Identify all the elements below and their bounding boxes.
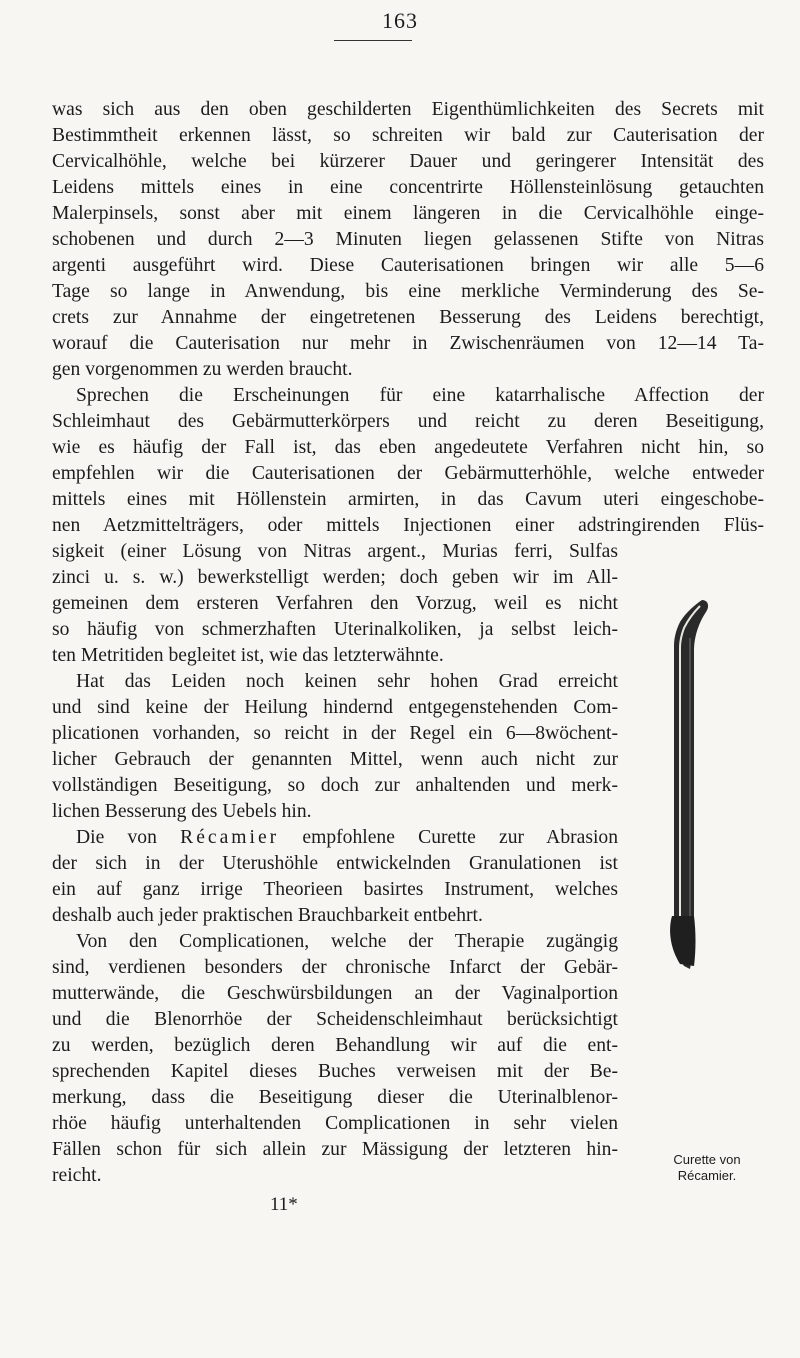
- figure-caption-line1: Curette von: [673, 1152, 741, 1167]
- text-line: wie es häufig der Fall ist, das eben angedeutete Verfahren nicht hin, so: [52, 437, 764, 458]
- figure-caption-line2: Récamier.: [677, 1168, 737, 1183]
- text-line: rhöe häufig unterhaltenden Complicationen in sehr vielen: [52, 1113, 618, 1134]
- text-line: Fällen schon für sich allein zur Mässigung der letzteren hin-: [52, 1139, 618, 1160]
- text-line: [76, 825, 618, 851]
- text-run: empfohlene Curette zur Abrasion: [279, 827, 618, 848]
- text-line: mittels eines mit Höllenstein armirten, in das Cavum uteri eingeschobe-: [52, 489, 764, 510]
- text-line: plicationen vorhanden, so reicht in der Regel ein 6—8wöchent-: [52, 723, 618, 744]
- text-line: worauf die Cauterisation nur mehr in Zwischenräumen von 12—14 Ta-: [52, 333, 764, 354]
- text-line: deshalb auch jeder praktischen Brauchbarkeit entbehrt.: [52, 905, 483, 926]
- text-line: gemeinen dem ersteren Verfahren den Vorzug, weil es nicht: [52, 593, 618, 614]
- text-line: Sprechen die Erscheinungen für eine katarrhalische Affection der: [76, 385, 764, 406]
- text-line: zinci u. s. w.) bewerkstelligt werden; doch geben wir im All-: [52, 567, 618, 588]
- text-line: ein auf ganz irrige Theorieen basirtes Instrument, welches: [52, 879, 618, 900]
- text-line: zu werden, bezüglich deren Behandlung wir auf die ent-: [52, 1035, 618, 1056]
- text-line: Cervicalhöhle, welche bei kürzerer Dauer und geringerer Intensität des: [52, 151, 764, 172]
- text-line: was sich aus den oben geschilderten Eigenthümlichkeiten des Secrets mit: [52, 99, 764, 120]
- text-run: Die von: [76, 827, 181, 848]
- text-line: merkung, dass die Beseitigung dieser die Uterinalblenor-: [52, 1087, 618, 1108]
- text-line: licher Gebrauch der genannten Mittel, wenn auch nicht zur: [52, 749, 618, 770]
- text-line: lichen Besserung des Uebels hin.: [52, 801, 312, 822]
- text-line: crets zur Annahme der eingetretenen Besserung des Leidens berechtigt,: [52, 307, 764, 328]
- text-line: schobenen und durch 2—3 Minuten liegen gelassenen Stifte von Nitras: [52, 229, 764, 250]
- text-line: nen Aetzmittelträgers, oder mittels Injectionen einer adstringirenden Flüs-: [52, 515, 764, 536]
- text-line: sind, verdienen besonders der chronische Infarct der Gebär-: [52, 957, 618, 978]
- text-line: vollständigen Beseitigung, so doch zur anhaltenden und merk-: [52, 775, 618, 796]
- text-line: und sind keine der Heilung hindernd entgegenstehenden Com-: [52, 697, 618, 718]
- author-name: Récamier: [180, 827, 280, 848]
- text-line: Hat das Leiden noch keinen sehr hohen Grad erreicht: [76, 671, 618, 692]
- text-line: argenti ausgeführt wird. Diese Cauterisationen bringen wir alle 5—6: [52, 255, 764, 276]
- text-line: sigkeit (einer Lösung von Nitras argent., Murias ferri, Sulfas: [52, 541, 618, 562]
- text-line: und die Blenorrhöe der Scheidenschleimhaut berücksichtigt: [52, 1009, 618, 1030]
- text-line: so häufig von schmerzhaften Uterinalkoliken, ja selbst leich-: [52, 619, 618, 640]
- text-line: reicht.: [52, 1165, 102, 1186]
- text-line: empfehlen wir die Cauterisationen der Gebärmutterhöhle, welche entweder: [52, 463, 764, 484]
- text-line: mutterwände, die Geschwürsbildungen an der Vaginalportion: [52, 983, 618, 1004]
- curette-illustration: [650, 598, 730, 970]
- text-line: Von den Complicationen, welche der Therapie zugängig: [76, 931, 618, 952]
- text-line: Leidens mittels eines in eine concentrirte Höllensteinlösung getauchten: [52, 177, 764, 198]
- header-rule: [334, 40, 412, 41]
- text-line: Tage so lange in Anwendung, bis eine merkliche Verminderung des Se-: [52, 281, 764, 302]
- text-line: Malerpinsels, sonst aber mit einem längeren in die Cervicalhöhle einge-: [52, 203, 764, 224]
- text-line: gen vorgenommen zu werden braucht.: [52, 359, 353, 380]
- text-line: ten Metritiden begleitet ist, wie das letzterwähnte.: [52, 645, 444, 666]
- page-signature: 11*: [270, 1194, 298, 1215]
- text-line: der sich in der Uterushöhle entwickelnden Granulationen ist: [52, 853, 618, 874]
- text-line: Bestimmtheit erkennen lässt, so schreiten wir bald zur Cauterisation der: [52, 125, 764, 146]
- text-line: sprechenden Kapitel dieses Buches verweisen mit der Be-: [52, 1061, 618, 1082]
- page-number: 163: [382, 8, 418, 33]
- text-line: Schleimhaut des Gebärmutterkörpers und reicht zu deren Beseitigung,: [52, 411, 764, 432]
